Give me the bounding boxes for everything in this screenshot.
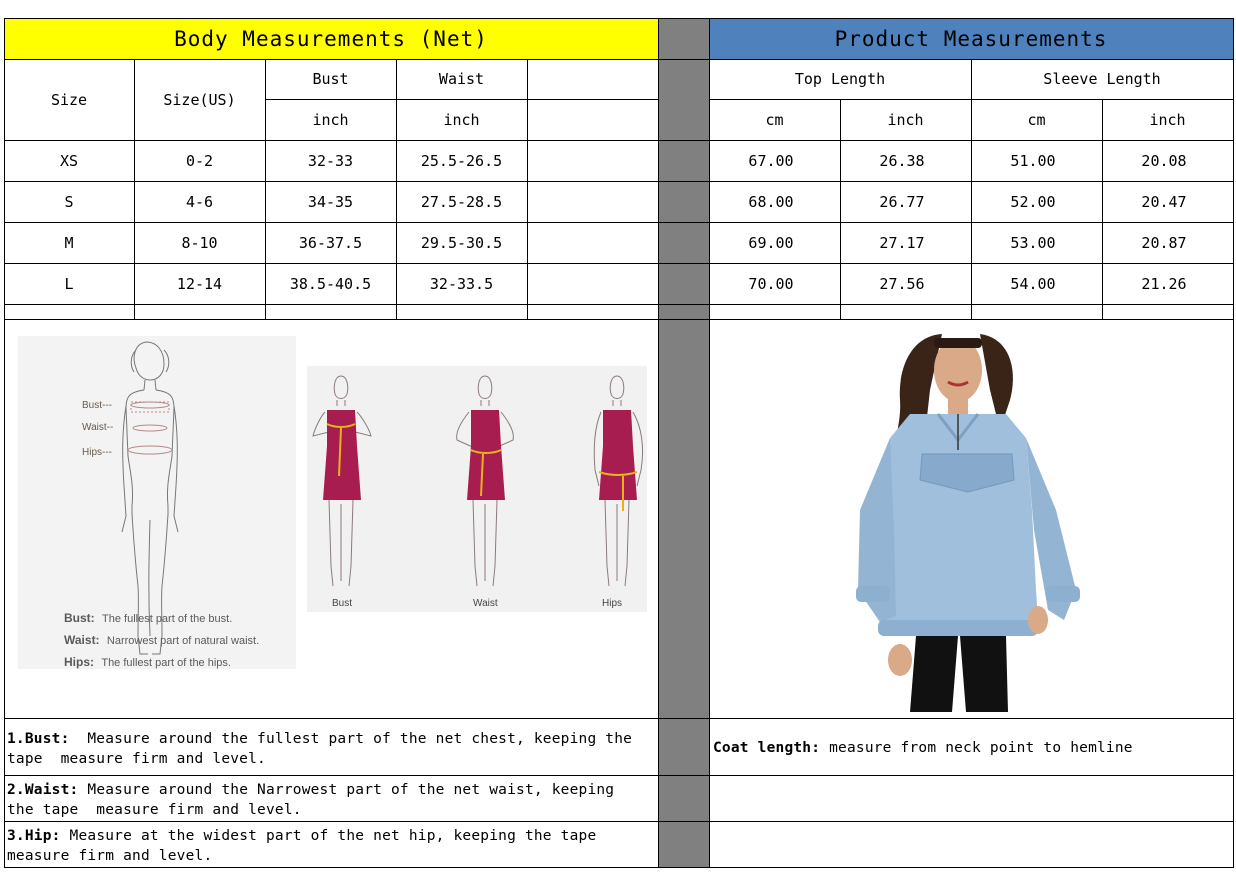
- unit-sleeve-inch: inch: [1149, 110, 1186, 129]
- size-cell: M: [64, 233, 74, 252]
- waist-def-text: Narrowest part of natural waist.: [106, 635, 260, 647]
- svg-text:Hips: The fullest part o: [64, 655, 231, 669]
- waist-cell: 29.5-30.5: [420, 233, 503, 252]
- size-cell: S: [64, 192, 74, 211]
- size-cell: L: [64, 274, 74, 293]
- bust-cell: 36-37.5: [298, 233, 363, 252]
- waist-cell: 27.5-28.5: [420, 192, 503, 211]
- note-bust: [7, 729, 652, 769]
- note-hip-line1: Measure at the widest part of the net hip, keeping the tape: [60, 828, 597, 844]
- unit-top-cm: cm: [765, 110, 784, 129]
- bust-cell: 34-35: [307, 192, 354, 211]
- product-illustration: [850, 330, 1086, 712]
- unit-top-inch: inch: [887, 110, 924, 129]
- size-us-cell: 8-10: [181, 233, 218, 252]
- hips-def-text: The fullest part of the hips.: [101, 657, 231, 669]
- note-bust-line2: tape measure firm and level.: [7, 751, 266, 767]
- hips-figure: [594, 376, 642, 586]
- caption-hips: Hips: [602, 598, 623, 609]
- bust-guide-label: Bust---: [82, 400, 112, 411]
- unit-waist: inch: [443, 110, 480, 129]
- waist-figure: [457, 376, 514, 586]
- unit-sleeve-cm: cm: [1027, 110, 1046, 129]
- top-cm-cell: 69.00: [748, 233, 794, 252]
- note-coat-text: measure from neck point to hemline: [820, 740, 1133, 756]
- note-bust-term: 1.Bust:: [7, 731, 70, 747]
- bust-figure: [313, 376, 371, 586]
- product-measurements-title: Product Measurements: [834, 26, 1108, 51]
- col-waist: Waist: [438, 70, 485, 88]
- sleeve-cm-cell: 52.00: [1010, 192, 1056, 211]
- note-hip: [7, 826, 652, 866]
- measuring-guide-dresses: [307, 366, 647, 612]
- caption-waist: Waist: [473, 598, 498, 609]
- size-cell: XS: [59, 151, 79, 170]
- measuring-guide-body: [18, 336, 296, 669]
- top-inch-cell: 27.56: [879, 274, 925, 293]
- col-sleeve-length: Sleeve Length: [1043, 70, 1161, 88]
- sleeve-inch-cell: 20.47: [1141, 192, 1187, 211]
- note-waist-line1: Measure around the Narrowest part of the net waist, keeping: [78, 782, 615, 798]
- waist-cell: 25.5-26.5: [420, 151, 503, 170]
- note-waist-line2: the tape measure firm and level.: [7, 802, 302, 818]
- hips-def-term: Hips:: [64, 655, 94, 669]
- top-inch-cell: 27.17: [879, 233, 925, 252]
- size-us-cell: 4-6: [185, 192, 214, 211]
- bust-def-term: Bust:: [64, 611, 95, 625]
- caption-bust: Bust: [332, 598, 353, 609]
- sleeve-cm-cell: 53.00: [1010, 233, 1056, 252]
- sleeve-inch-cell: 21.26: [1141, 274, 1187, 293]
- col-size: Size: [50, 90, 88, 109]
- top-cm-cell: 67.00: [748, 151, 794, 170]
- svg-text:Waist: Narrowest part of: [64, 633, 259, 647]
- note-waist: [7, 780, 652, 820]
- note-coat-term: Coat length:: [713, 740, 821, 756]
- top-inch-cell: 26.77: [879, 192, 925, 211]
- note-hip-term: 3.Hip:: [7, 828, 61, 844]
- bust-cell: 32-33: [307, 151, 354, 170]
- unit-bust: inch: [312, 110, 349, 129]
- note-bust-line1: Measure around the fullest part of the net chest, keeping the: [69, 731, 633, 747]
- hips-guide-label: Hips---: [82, 447, 112, 458]
- svg-text:Bust: The fullest part o: [64, 611, 232, 625]
- col-bust: Bust: [312, 70, 349, 88]
- top-inch-cell: 26.38: [879, 151, 925, 170]
- product-photo: [850, 330, 1086, 712]
- top-cm-cell: 68.00: [748, 192, 794, 211]
- col-size-us: Size(US): [163, 90, 236, 109]
- note-hip-line2: measure firm and level.: [7, 848, 213, 864]
- size-us-cell: 12-14: [176, 274, 223, 293]
- dress-figures: [307, 366, 647, 612]
- body-outline-figure: [18, 336, 296, 669]
- sleeve-inch-cell: 20.08: [1141, 151, 1187, 170]
- sleeve-inch-cell: 20.87: [1141, 233, 1187, 252]
- sleeve-cm-cell: 51.00: [1010, 151, 1056, 170]
- top-cm-cell: 70.00: [748, 274, 794, 293]
- waist-guide-label: Waist--: [82, 422, 114, 433]
- sleeve-cm-cell: 54.00: [1010, 274, 1056, 293]
- waist-cell: 32-33.5: [429, 274, 494, 293]
- body-measurements-title: Body Measurements (Net): [174, 26, 488, 51]
- size-us-cell: 0-2: [185, 151, 214, 170]
- waist-def-term: Waist:: [64, 633, 100, 647]
- bust-def-text: The fullest part of the bust.: [102, 613, 233, 625]
- bust-cell: 38.5-40.5: [289, 274, 372, 293]
- note-coat-length: [713, 738, 1229, 758]
- note-waist-term: 2.Waist:: [7, 782, 79, 798]
- col-top-length: Top Length: [794, 70, 886, 88]
